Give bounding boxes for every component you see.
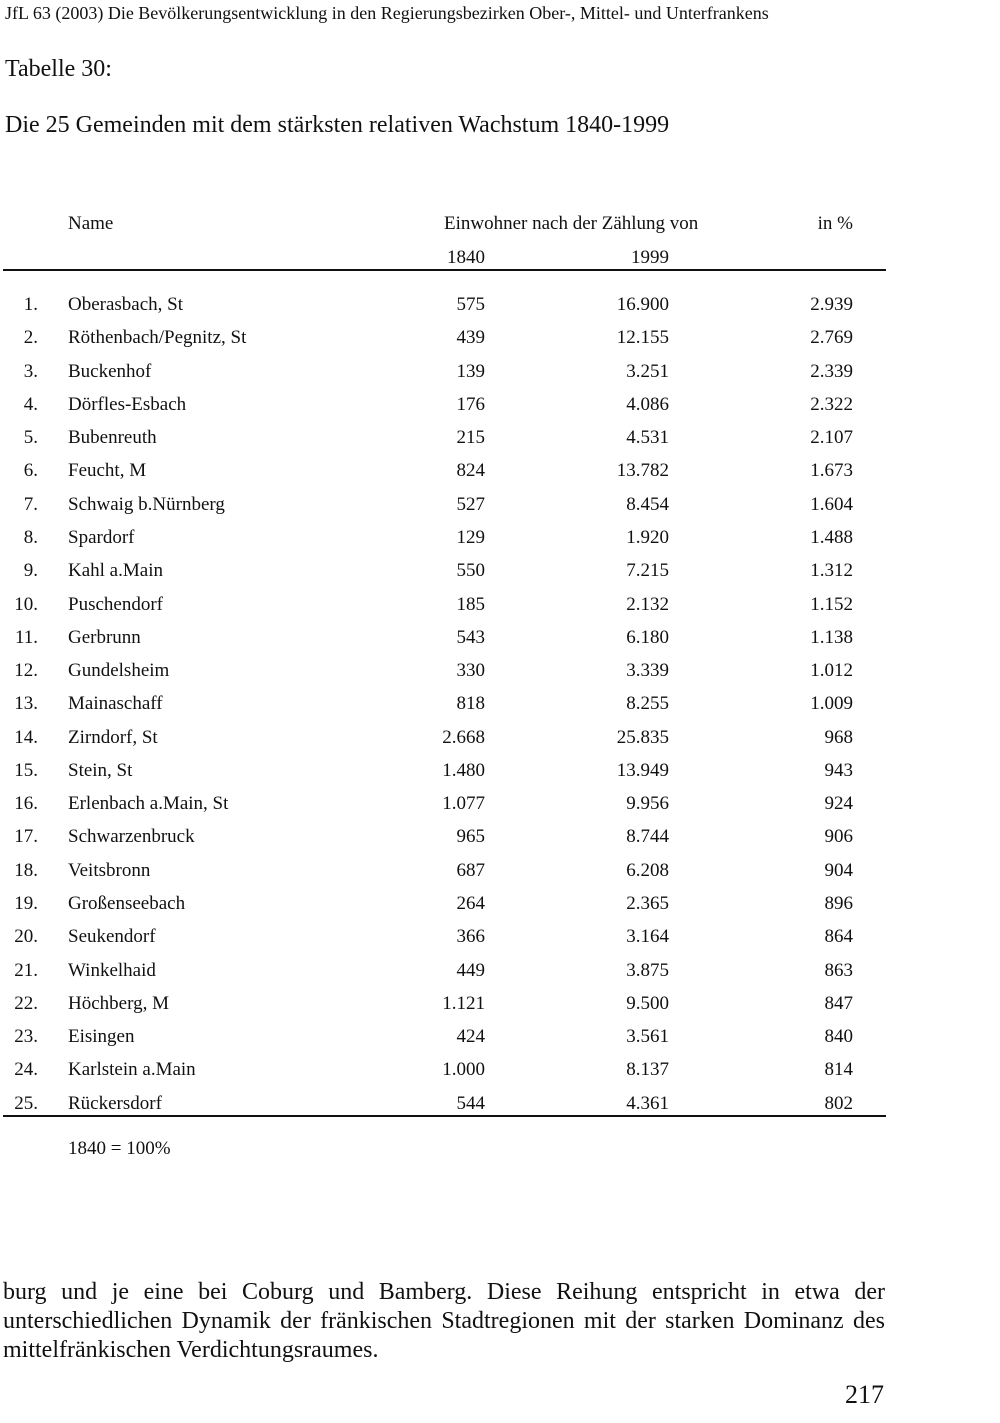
row-percent: 904 <box>824 859 853 881</box>
row-1999: 9.956 <box>626 793 669 815</box>
row-rank: 1. <box>23 294 38 315</box>
row-rank: 10. <box>14 593 38 615</box>
table-row <box>0 760 900 793</box>
row-name: Gundelsheim <box>68 660 170 682</box>
row-1840: 1.077 <box>442 793 485 815</box>
row-percent: 896 <box>824 893 853 915</box>
row-1840: 264 <box>456 893 485 915</box>
row-name: Spardorf <box>68 526 135 548</box>
table-label: Tabelle 30: <box>5 56 112 82</box>
row-1840: 449 <box>456 959 485 981</box>
row-rank: 12. <box>14 660 38 682</box>
row-1840: 1.121 <box>442 992 485 1014</box>
row-rank: 22. <box>14 992 38 1014</box>
table-row <box>0 860 900 893</box>
row-1840: 2.668 <box>442 726 485 748</box>
row-1999: 2.365 <box>626 893 669 915</box>
row-percent: 2.339 <box>810 360 853 382</box>
row-name: Erlenbach a.Main, St <box>68 793 229 815</box>
row-percent: 1.488 <box>810 526 853 548</box>
row-1999: 25.835 <box>616 726 669 748</box>
table-row <box>0 394 900 427</box>
row-name: Buckenhof <box>68 360 152 382</box>
row-1840: 818 <box>456 693 485 715</box>
table-note: 1840 = 100% <box>68 1138 171 1159</box>
row-percent: 802 <box>824 1092 853 1114</box>
row-name: Großenseebach <box>68 893 186 915</box>
row-1840: 439 <box>456 327 485 349</box>
table-row <box>0 793 900 826</box>
table-row <box>0 693 900 726</box>
row-1999: 2.132 <box>626 593 669 615</box>
row-percent: 943 <box>824 759 853 781</box>
row-1840: 687 <box>456 859 485 881</box>
row-percent: 968 <box>824 726 853 748</box>
header-year-1840: 1840 <box>447 247 485 268</box>
table-row <box>0 594 900 627</box>
row-1999: 4.531 <box>626 427 669 449</box>
table-row <box>0 660 900 693</box>
row-rank: 13. <box>14 693 38 715</box>
table-row <box>0 826 900 859</box>
row-1999: 3.875 <box>626 959 669 981</box>
row-rank: 19. <box>14 893 38 915</box>
table-row <box>0 926 900 959</box>
row-1999: 3.339 <box>626 660 669 682</box>
row-name: Zirndorf, St <box>68 726 158 748</box>
row-rank: 17. <box>14 826 38 848</box>
row-name: Oberasbach, St <box>68 294 184 315</box>
row-rank: 3. <box>23 360 38 382</box>
row-percent: 2.322 <box>810 393 853 415</box>
table-row <box>0 460 900 493</box>
row-1840: 575 <box>456 294 485 315</box>
row-rank: 2. <box>23 327 38 349</box>
row-name: Stein, St <box>68 759 133 781</box>
header-residents: Einwohner nach der Zählung von <box>444 213 699 234</box>
row-percent: 1.009 <box>810 693 853 715</box>
row-name: Dörfles-Esbach <box>68 393 187 415</box>
row-1999: 8.137 <box>626 1059 669 1081</box>
row-rank: 4. <box>23 393 38 415</box>
row-rank: 14. <box>14 726 38 748</box>
row-1840: 965 <box>456 826 485 848</box>
table-row <box>0 560 900 593</box>
row-rank: 5. <box>23 427 38 449</box>
row-name: Puschendorf <box>68 593 163 615</box>
row-1999: 8.744 <box>626 826 669 848</box>
row-1840: 1.480 <box>442 759 485 781</box>
row-rank: 7. <box>23 493 38 515</box>
row-1840: 824 <box>456 460 485 482</box>
row-rank: 18. <box>14 859 38 881</box>
row-percent: 847 <box>824 992 853 1014</box>
row-1840: 215 <box>456 427 485 449</box>
row-1999: 13.949 <box>616 759 669 781</box>
row-percent: 840 <box>824 1026 853 1048</box>
row-rank: 21. <box>14 959 38 981</box>
row-name: Bubenreuth <box>68 427 157 449</box>
row-1999: 7.215 <box>626 560 669 582</box>
row-1999: 4.086 <box>626 393 669 415</box>
row-percent: 906 <box>824 826 853 848</box>
row-name: Schwaig b.Nürnberg <box>68 493 225 515</box>
header-percent: in % <box>817 213 853 234</box>
row-percent: 2.939 <box>810 294 853 315</box>
row-1840: 185 <box>456 593 485 615</box>
row-name: Röthenbach/Pegnitz, St <box>68 327 247 349</box>
table-title: Die 25 Gemeinden mit dem stärksten relativen Wachstum 1840-1999 <box>5 112 670 138</box>
row-1840: 527 <box>456 493 485 515</box>
row-name: Gerbrunn <box>68 626 141 648</box>
table-row <box>0 294 900 327</box>
row-1840: 424 <box>456 1026 485 1048</box>
row-name: Mainaschaff <box>68 693 163 715</box>
row-rank: 24. <box>14 1059 38 1081</box>
row-1999: 12.155 <box>616 327 669 349</box>
row-rank: 8. <box>23 526 38 548</box>
row-percent: 1.604 <box>810 493 853 515</box>
page-number: 217 <box>845 1380 884 1409</box>
row-1840: 366 <box>456 926 485 948</box>
row-1999: 6.180 <box>626 626 669 648</box>
row-name: Rückersdorf <box>68 1092 162 1114</box>
row-rank: 25. <box>14 1092 38 1114</box>
row-percent: 1.673 <box>810 460 853 482</box>
row-rank: 16. <box>14 793 38 815</box>
bottom-rule <box>3 1115 886 1117</box>
row-rank: 11. <box>14 626 38 648</box>
row-rank: 9. <box>23 560 38 582</box>
row-1999: 13.782 <box>616 460 669 482</box>
row-1999: 16.900 <box>616 294 669 315</box>
row-rank: 6. <box>23 460 38 482</box>
header-year-1999: 1999 <box>631 247 669 268</box>
table-row <box>0 960 900 993</box>
row-1840: 550 <box>456 560 485 582</box>
row-name: Eisingen <box>68 1026 135 1048</box>
row-rank: 15. <box>14 759 38 781</box>
row-name: Höchberg, M <box>68 992 169 1014</box>
row-percent: 1.152 <box>810 593 853 615</box>
table-row <box>0 727 900 760</box>
row-percent: 814 <box>824 1059 853 1081</box>
row-1999: 3.561 <box>626 1026 669 1048</box>
row-name: Veitsbronn <box>68 859 151 881</box>
row-1999: 8.255 <box>626 693 669 715</box>
header-rule <box>3 269 886 271</box>
row-percent: 2.769 <box>810 327 853 349</box>
row-1840: 176 <box>456 393 485 415</box>
row-1999: 9.500 <box>626 992 669 1014</box>
row-percent: 1.138 <box>810 626 853 648</box>
row-name: Kahl a.Main <box>68 560 163 582</box>
row-1840: 1.000 <box>442 1059 485 1081</box>
row-1999: 1.920 <box>626 526 669 548</box>
row-1840: 543 <box>456 626 485 648</box>
table-row <box>0 494 900 527</box>
row-1840: 330 <box>456 660 485 682</box>
row-name: Karlstein a.Main <box>68 1059 196 1081</box>
row-1840: 139 <box>456 360 485 382</box>
row-name: Seukendorf <box>68 926 156 948</box>
row-1999: 3.251 <box>626 360 669 382</box>
table-row <box>0 893 900 926</box>
table-row <box>0 1026 900 1059</box>
table-row <box>0 527 900 560</box>
row-name: Schwarzenbruck <box>68 826 195 848</box>
table-row <box>0 427 900 460</box>
table-row <box>0 993 900 1026</box>
table-row <box>0 627 900 660</box>
row-name: Winkelhaid <box>68 959 156 981</box>
row-rank: 20. <box>14 926 38 948</box>
row-percent: 1.312 <box>810 560 853 582</box>
row-1999: 6.208 <box>626 859 669 881</box>
row-rank: 23. <box>14 1026 38 1048</box>
row-percent: 863 <box>824 959 853 981</box>
row-1840: 544 <box>456 1092 485 1114</box>
row-1999: 3.164 <box>626 926 669 948</box>
row-percent: 864 <box>824 926 853 948</box>
table-row <box>0 361 900 394</box>
header-name: Name <box>68 213 114 234</box>
row-1840: 129 <box>456 526 485 548</box>
body-paragraph: burg und je eine bei Coburg und Bamberg. Diese Reihung entspricht in etwa der unterschiedlichen Dynamik der fränkischen Stadtregionen mit der starken Dominanz des mittelfränkischen Verdichtungsraumes. <box>3 1279 885 1363</box>
row-percent: 2.107 <box>810 427 853 449</box>
running-head: JfL 63 (2003) Die Bevölkerungsentwicklung in den Regierungsbezirken Ober-, Mittel- und Unterfrankens <box>5 3 769 23</box>
table-row <box>0 327 900 360</box>
row-percent: 924 <box>824 793 853 815</box>
row-percent: 1.012 <box>810 660 853 682</box>
row-1999: 4.361 <box>626 1092 669 1114</box>
table-row <box>0 1093 900 1126</box>
row-1999: 8.454 <box>626 493 669 515</box>
row-name: Feucht, M <box>68 460 147 482</box>
table-row <box>0 1059 900 1092</box>
